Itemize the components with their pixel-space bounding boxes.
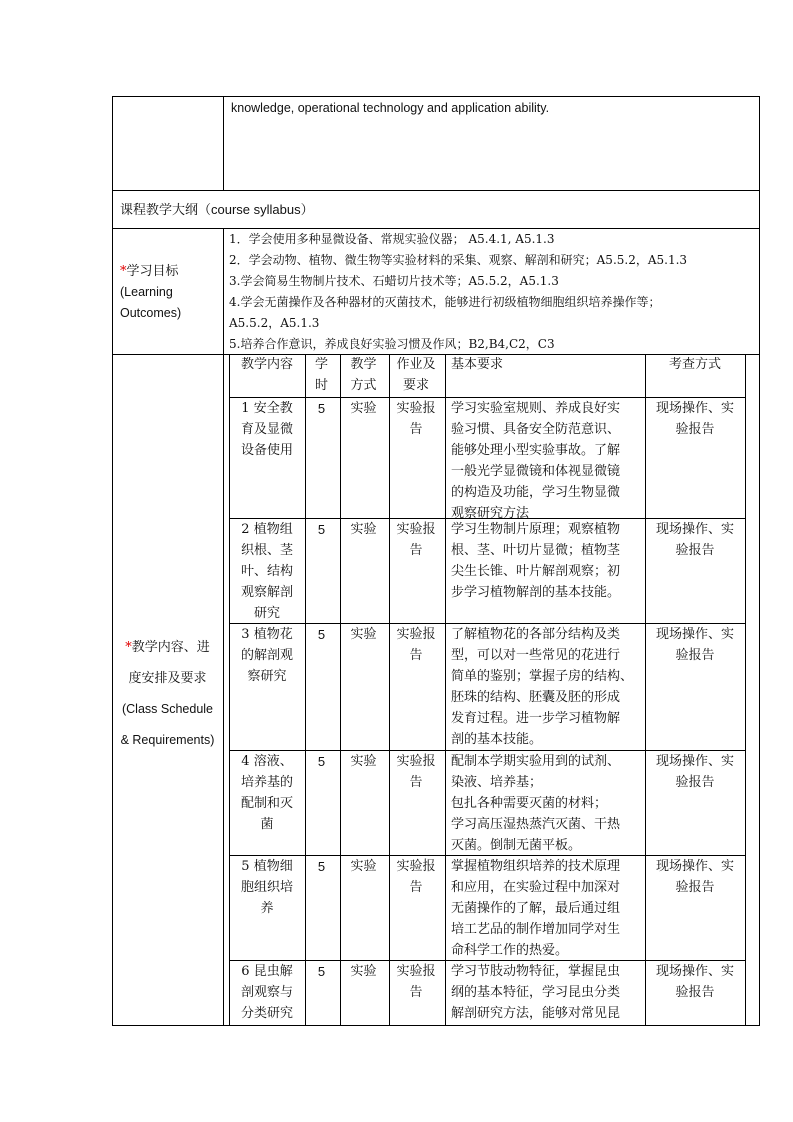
row-homework: 告	[409, 648, 423, 663]
row-content: 观察解剖	[240, 585, 293, 600]
outcomes-label-en-1: (Learning	[120, 285, 173, 299]
outcomes-label-cn: 学习目标	[126, 264, 179, 279]
row-content: 织根、茎	[240, 543, 293, 558]
header-content: 教学内容	[240, 357, 293, 372]
row-assessment: 验报告	[675, 880, 715, 895]
outcome-item: A5.5.2，A5.1.3	[229, 316, 320, 330]
schedule-column-divider	[305, 354, 306, 1026]
row-method: 实验	[350, 964, 377, 979]
row-requirements: 配制本学期实验用到的试剂、	[451, 754, 621, 769]
outcome-item: 1．学会使用多种显微设备、常规实验仪器； A5.4.1, A5.1.3	[229, 232, 555, 246]
row-content: 分类研究	[240, 1006, 293, 1021]
row-method: 实验	[350, 401, 377, 416]
row-requirements: 尖生长锥、叶片解剖观察；初	[451, 564, 621, 579]
row-content: 的解剖观	[240, 648, 293, 663]
row-content: 剖观察与	[240, 985, 293, 1000]
row-homework: 告	[409, 775, 423, 790]
row-requirements: 掌握植物组织培养的技术原理	[451, 859, 621, 874]
row-requirements: 简单的鉴别；掌握子房的结构、	[451, 669, 634, 684]
row-requirements: 灭菌。倒制无菌平板。	[451, 838, 582, 853]
outcomes-label-en-2: Outcomes)	[120, 306, 182, 320]
row-assessment: 验报告	[675, 543, 715, 558]
row-requirements: 根、茎、叶切片显微；植物茎	[451, 543, 621, 558]
row-assessment: 现场操作、实	[655, 754, 734, 769]
row-content: 育及显微	[240, 422, 293, 437]
schedule-column-divider	[745, 354, 746, 1026]
row-content: 叶、结构	[240, 564, 293, 579]
schedule-column-divider	[445, 354, 446, 1026]
row-requirements: 观察研究方法	[451, 506, 530, 521]
row-content: 6 昆虫解	[241, 964, 293, 979]
header-hours-line: 学	[314, 357, 328, 372]
schedule-label-line: 教学内容、进	[131, 640, 210, 655]
row-hours: 5	[317, 754, 326, 769]
row-content: 3 植物花	[241, 627, 293, 642]
row-homework: 实验报	[396, 964, 436, 979]
row-requirements: 和应用，在实验过程中加深对	[451, 880, 621, 895]
schedule-column-divider	[340, 354, 341, 1026]
row-divider	[112, 190, 760, 191]
top-row-text: knowledge, operational technology and application ability.	[231, 101, 550, 115]
schedule-label-line: (Class Schedule	[121, 702, 213, 716]
row-homework: 实验报	[396, 401, 436, 416]
outcome-item: 2．学会动物、植物、微生物等实验材料的采集、观察、解剖和研究；A5.5.2，A5.1.3	[229, 253, 688, 267]
row-requirements: 学习实验室规则、养成良好实	[451, 401, 621, 416]
syllabus-header	[120, 199, 314, 220]
row-hours: 5	[317, 401, 326, 416]
row-method: 实验	[350, 754, 377, 769]
row-content: 2 植物组	[241, 522, 293, 537]
row-homework: 实验报	[396, 859, 436, 874]
schedule-label-line: & Requirements)	[120, 733, 215, 747]
row-hours: 5	[317, 859, 326, 874]
row-requirements: 命科学工作的热爱。	[451, 943, 569, 958]
row-homework: 告	[409, 543, 423, 558]
row-requirements: 无菌操作的了解，最后通过组	[451, 901, 621, 916]
column-divider	[223, 228, 224, 1026]
row-content: 培养基的	[240, 775, 293, 790]
row-content: 配制和灭	[240, 796, 293, 811]
required-star: *	[120, 264, 127, 279]
row-assessment: 现场操作、实	[655, 522, 734, 537]
row-homework: 实验报	[396, 522, 436, 537]
row-requirements: 纲的基本特征，学习昆虫分类	[451, 985, 621, 1000]
row-homework: 告	[409, 880, 423, 895]
row-hours: 5	[317, 964, 326, 979]
row-requirements: 型，可以对一些常见的花进行	[451, 648, 621, 663]
row-requirements: 培工艺品的制作增加同学对生	[451, 922, 621, 937]
header-homework-line: 作业及	[396, 357, 436, 372]
row-assessment: 现场操作、实	[655, 627, 734, 642]
row-requirements: 学习节肢动物特征，掌握昆虫	[451, 964, 621, 979]
row-requirements: 学习生物制片原理；观察植物	[451, 522, 621, 537]
row-homework: 告	[409, 422, 423, 437]
header-homework-line: 要求	[402, 378, 429, 393]
required-star: *	[125, 640, 132, 655]
row-content: 研究	[253, 606, 280, 621]
row-content: 养	[260, 901, 274, 916]
row-requirements: 解剖研究方法，能够对常见昆	[451, 1006, 621, 1021]
outcome-item: 4.学会无菌操作及各种器材的灭菌技术，能够进行初级植物细胞组织培养操作等；	[229, 295, 661, 309]
row-requirements: 验习惯、具备安全防范意识、	[451, 422, 621, 437]
row-assessment: 现场操作、实	[655, 964, 734, 979]
row-content: 1 安全教	[241, 401, 293, 416]
row-requirements: 剖的基本技能。	[451, 732, 543, 747]
row-assessment: 现场操作、实	[655, 859, 734, 874]
schedule-column-divider	[389, 354, 390, 1026]
row-content: 胞组织培	[240, 880, 293, 895]
row-content: 菌	[260, 817, 274, 832]
row-content: 4 溶液、	[241, 754, 293, 769]
schedule-label-line: 度安排及要求	[128, 671, 207, 686]
header-requirements: 基本要求	[451, 357, 504, 372]
row-method: 实验	[350, 522, 377, 537]
row-hours: 5	[317, 627, 326, 642]
header-method-line: 教学	[350, 357, 377, 372]
row-requirements: 能够处理小型实验事故。了解	[451, 443, 621, 458]
row-content: 5 植物细	[241, 859, 293, 874]
row-homework: 实验报	[396, 627, 436, 642]
row-requirements: 学习高压湿热蒸汽灭菌、干热	[451, 817, 621, 832]
header-method-line: 方式	[350, 378, 377, 393]
row-requirements: 一般光学显微镜和体视显微镜	[451, 464, 621, 479]
row-assessment: 验报告	[675, 985, 715, 1000]
row-assessment: 验报告	[675, 422, 715, 437]
row-assessment: 验报告	[675, 648, 715, 663]
header-assessment: 考查方式	[668, 357, 721, 372]
column-divider	[223, 96, 224, 190]
row-requirements: 步学习植物解剖的基本技能。	[451, 585, 621, 600]
row-assessment: 验报告	[675, 775, 715, 790]
row-requirements: 包扎各种需要灭菌的材料；	[451, 796, 608, 811]
row-method: 实验	[350, 859, 377, 874]
header-hours-line: 时	[314, 378, 328, 393]
row-requirements: 的构造及功能，学习生物显微	[451, 485, 621, 500]
row-assessment: 现场操作、实	[655, 401, 734, 416]
row-content: 察研究	[247, 669, 287, 684]
row-hours: 5	[317, 522, 326, 537]
row-requirements: 染液、培养基；	[451, 775, 543, 790]
schedule-column-divider	[229, 354, 230, 1026]
row-homework: 告	[409, 985, 423, 1000]
row-homework: 实验报	[396, 754, 436, 769]
row-method: 实验	[350, 627, 377, 642]
row-content: 设备使用	[240, 443, 293, 458]
outcome-item: 3.学会简易生物制片技术、石蜡切片技术等；A5.5.2，A5.1.3	[229, 274, 559, 288]
row-requirements: 胚珠的结构、胚囊及胚的形成	[451, 690, 621, 705]
row-requirements: 发育过程。进一步学习植物解	[451, 711, 621, 726]
syllabus-header-text: 课程教学大纲（course syllabus）	[120, 202, 314, 217]
schedule-column-divider	[645, 354, 646, 1026]
row-requirements: 了解植物花的各部分结构及类	[451, 627, 621, 642]
outcome-item: 5.培养合作意识，养成良好实验习惯及作风；B2,B4,C2，C3	[229, 337, 555, 351]
